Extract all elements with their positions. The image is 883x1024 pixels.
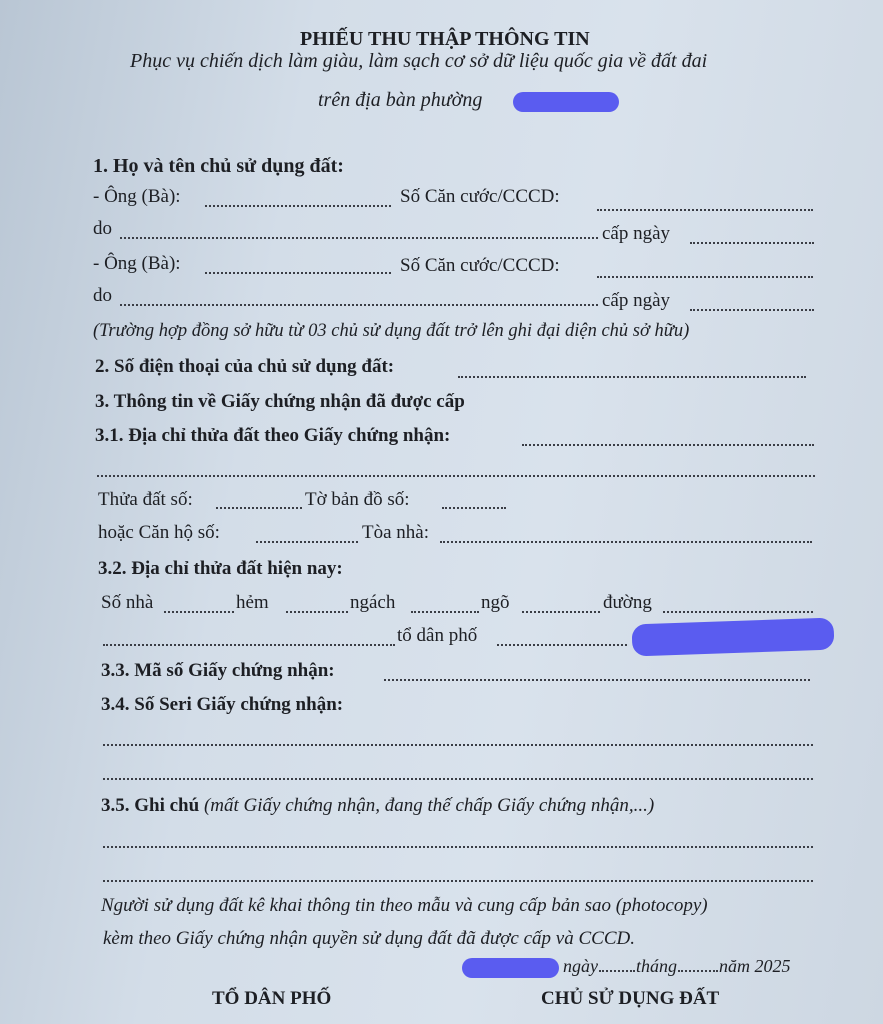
gcn-address-field-line2[interactable]: [97, 475, 815, 477]
redaction-residential-group: [632, 617, 835, 656]
parcel-label: Thửa đất số:: [98, 489, 193, 510]
lane-label: ngách: [350, 592, 396, 613]
owner1-id-field[interactable]: [597, 209, 813, 211]
building-label: Tòa nhà:: [362, 522, 430, 543]
owner2-id-field[interactable]: [597, 276, 813, 278]
residential-group-field[interactable]: [497, 644, 627, 646]
alley-field[interactable]: [286, 611, 348, 613]
date-day-field[interactable]: [599, 970, 635, 972]
owner1-id-label: Số Căn cước/CCCD:: [400, 186, 560, 207]
apartment-field[interactable]: [256, 541, 358, 543]
owner1-issuedate-field[interactable]: [690, 242, 814, 244]
section2-heading: 2. Số điện thoại của chủ sử dụng đất:: [95, 356, 395, 377]
apartment-label: hoặc Căn hộ số:: [98, 522, 220, 543]
owner2-label: - Ông (Bà):: [93, 253, 181, 274]
building-field[interactable]: [440, 541, 812, 543]
address-now-field[interactable]: [103, 644, 395, 646]
owner2-issuedate-label: cấp ngày: [602, 290, 671, 311]
street-label: đường: [603, 592, 652, 613]
date-month-field[interactable]: [678, 970, 718, 972]
house-label: Số nhà: [101, 592, 154, 613]
redaction-ward: [513, 92, 619, 112]
instruction-line1: Người sử dụng đất kê khai thông tin theo mẫu và cung cấp bản sao (photocopy): [101, 895, 708, 916]
ngo-label: ngõ: [481, 592, 510, 613]
gcn-serial-field-line2[interactable]: [103, 778, 813, 780]
owner1-issuedby-label: do: [93, 218, 112, 239]
date-year-label: năm 2025: [719, 956, 791, 976]
date-month-label: tháng: [636, 956, 678, 976]
owner2-issuedby-label: do: [93, 285, 112, 306]
map-label: Tờ bản đồ số:: [305, 489, 410, 510]
date-line: [563, 956, 791, 977]
owner1-label: - Ông (Bà):: [93, 186, 181, 207]
street-field[interactable]: [663, 611, 813, 613]
residential-group-signature: TỔ DÂN PHỐ: [212, 988, 332, 1009]
section32-heading: 3.2. Địa chỉ thửa đất hiện nay:: [98, 558, 343, 579]
instruction-line2: kèm theo Giấy chứng nhận quyền sử dụng đất đã được cấp và CCCD.: [103, 928, 635, 949]
notes-field-line1[interactable]: [103, 846, 813, 848]
lane-field[interactable]: [411, 611, 479, 613]
section35-label: 3.5. Ghi chú: [101, 795, 200, 816]
parcel-field[interactable]: [216, 507, 302, 509]
owner2-issuedate-field[interactable]: [690, 309, 814, 311]
coowner-note: (Trường hợp đồng sở hữu từ 03 chủ sử dụng đất trở lên ghi đại diện chủ sở hữu): [93, 321, 690, 341]
section34-heading: 3.4. Số Seri Giấy chứng nhận:: [101, 694, 344, 715]
form-subtitle-ward: trên địa bàn phường: [318, 89, 483, 111]
section35-hint: (mất Giấy chứng nhận, đang thế chấp Giấy chứng nhận,...): [203, 795, 655, 816]
section31-heading: 3.1. Địa chỉ thửa đất theo Giấy chứng nhận:: [95, 425, 451, 446]
gcn-address-field[interactable]: [522, 444, 814, 446]
owner1-issuedby-field[interactable]: [120, 237, 598, 239]
notes-field-line2[interactable]: [103, 880, 813, 882]
date-day-label: ngày: [563, 956, 598, 976]
house-field[interactable]: [164, 611, 234, 613]
section1-heading: 1. Họ và tên chủ sử dụng đất:: [93, 155, 344, 177]
gcn-code-field[interactable]: [384, 679, 810, 681]
owner1-issuedate-label: cấp ngày: [602, 223, 671, 244]
ngo-field[interactable]: [522, 611, 600, 613]
map-field[interactable]: [442, 507, 506, 509]
redaction-place: [462, 958, 559, 978]
owner-signature: CHỦ SỬ DỤNG ĐẤT: [541, 988, 720, 1009]
gcn-serial-field-line1[interactable]: [103, 744, 813, 746]
section35-heading: [101, 795, 654, 817]
owner2-id-label: Số Căn cước/CCCD:: [400, 255, 560, 276]
section33-heading: 3.3. Mã số Giấy chứng nhận:: [101, 660, 335, 681]
alley-label: hẻm: [236, 592, 269, 613]
form-subtitle: Phục vụ chiến dịch làm giàu, làm sạch cơ sở dữ liệu quốc gia về đất đai: [130, 50, 708, 72]
owner2-issuedby-field[interactable]: [120, 304, 598, 306]
owner2-name-field[interactable]: [205, 272, 391, 274]
phone-field[interactable]: [458, 376, 806, 378]
form-title: PHIẾU THU THẬP THÔNG TIN: [300, 28, 590, 50]
section3-heading: 3. Thông tin về Giấy chứng nhận đã được cấp: [95, 391, 465, 412]
owner1-name-field[interactable]: [205, 205, 391, 207]
residential-group-label: tổ dân phố: [397, 625, 478, 646]
